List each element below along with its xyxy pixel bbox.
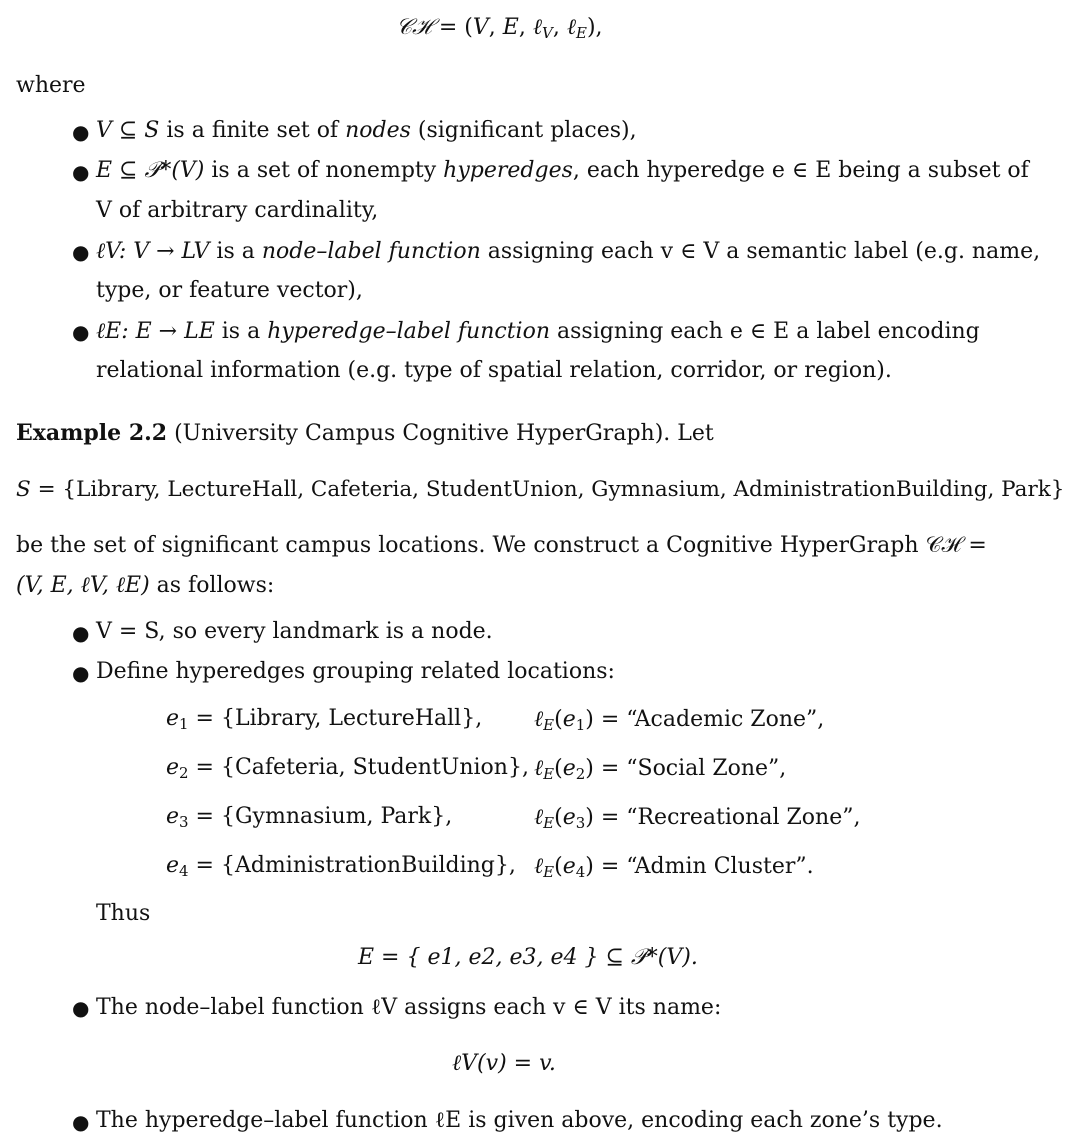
- definition-item-1: V ⊆ S is a finite set of nodes (significant places),: [96, 118, 637, 143]
- hyperedge-label-e4: $\ell_E(e_4)$ = “Admin Cluster”.: [534, 854, 814, 882]
- ch-symbol: 𝒞ℋ: [396, 15, 432, 40]
- example-heading: Example 2.2 (University Campus Cognitive HyperGraph). Let: [16, 420, 714, 446]
- definition-item-3: ℓV: V → LV is a node–label function assigning each v ∈ V a semantic label (e.g. name,: [96, 239, 1041, 264]
- definition-item-2-line2: V of arbitrary cardinality,: [96, 198, 379, 223]
- hyperedge-label-e3: $\ell_E(e_3)$ = “Recreational Zone”,: [534, 805, 861, 833]
- hyperedge-e1: $e_1$ = {Library, LectureHall},: [166, 706, 483, 734]
- definition-item-4: ℓE: E → LE is a hyperedge–label function assigning each e ∈ E a label encoding: [96, 319, 980, 344]
- thus-label: Thus: [96, 901, 151, 926]
- example-paragraph-line2: (V, E, ℓV, ℓE) as follows:: [16, 573, 275, 598]
- e-set-equation: E = { e1, e2, e3, e4 } ⊆ 𝒫*(V).: [358, 945, 698, 970]
- bullet-icon: ●: [72, 996, 90, 1020]
- bullet-icon: ●: [72, 320, 90, 344]
- definition-item-4-line2: relational information (e.g. type of spatial relation, corridor, or region).: [96, 358, 892, 383]
- example-bullet-1: V = S, so every landmark is a node.: [96, 619, 493, 644]
- top-equation: 𝒞ℋ = (V, E, ℓ$_V$, ℓ$_E$),: [396, 15, 603, 43]
- lv-equation: ℓV(v) = v.: [452, 1051, 556, 1076]
- bullet-icon: ●: [72, 160, 90, 184]
- example-bullet-2: Define hyperedges grouping related locations:: [96, 659, 615, 684]
- hyperedge-e4: $e_4$ = {AdministrationBuilding},: [166, 853, 516, 881]
- hyperedge-label-e2: $\ell_E(e_2)$ = “Social Zone”,: [534, 756, 787, 784]
- bullet-icon: ●: [72, 661, 90, 685]
- bullet-icon: ●: [72, 1110, 90, 1134]
- set-s-definition: S = {Library, LectureHall, Cafeteria, StudentUnion, Gymnasium, AdministrationBuilding, Park}: [16, 477, 1065, 502]
- example-bullet-4: The hyperedge–label function ℓE is given above, encoding each zone’s type.: [96, 1108, 943, 1133]
- definition-item-2: E ⊆ 𝒫*(V) is a set of nonempty hyperedges, each hyperedge e ∈ E being a subset of: [96, 158, 1029, 183]
- bullet-icon: ●: [72, 621, 90, 645]
- bullet-icon: ●: [72, 240, 90, 264]
- example-paragraph-line1: be the set of significant campus locations. We construct a Cognitive HyperGraph 𝒞ℋ =: [16, 533, 987, 558]
- hyperedge-e3: $e_3$ = {Gymnasium, Park},: [166, 804, 453, 832]
- example-bullet-3: The node–label function ℓV assigns each v ∈ V its name:: [96, 995, 722, 1020]
- where-label: where: [16, 73, 86, 98]
- bullet-icon: ●: [72, 120, 90, 144]
- definition-item-3-line2: type, or feature vector),: [96, 278, 363, 303]
- hyperedge-label-e1: $\ell_E(e_1)$ = “Academic Zone”,: [534, 707, 825, 735]
- hyperedge-e2: $e_2$ = {Cafeteria, StudentUnion},: [166, 755, 529, 783]
